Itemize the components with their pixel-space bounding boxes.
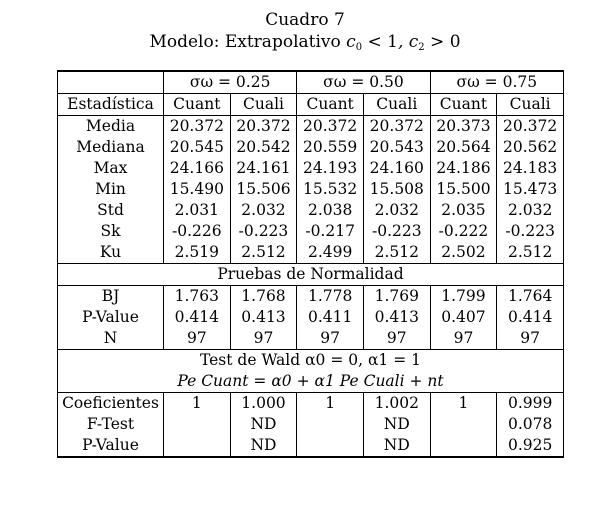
column-header: Cuali — [230, 94, 297, 116]
value-cell: 20.373 — [430, 116, 497, 138]
group-header: σω = 0.50 — [297, 71, 430, 94]
value-cell: 2.519 — [164, 242, 231, 264]
table-row — [58, 158, 564, 179]
value-cell: -0.222 — [430, 221, 497, 242]
value-cell: 15.532 — [297, 179, 364, 200]
table-row — [58, 286, 564, 308]
wald-section-title: Test de Wald α0 = 0, α1 = 1 — [58, 350, 564, 372]
table-row — [58, 179, 564, 200]
value-cell: -0.217 — [297, 221, 364, 242]
value-cell: 20.564 — [430, 137, 497, 158]
value-cell: 1.002 — [363, 393, 430, 415]
value-cell — [164, 435, 231, 457]
value-cell: 1.764 — [497, 286, 564, 308]
value-cell: 15.490 — [164, 179, 231, 200]
value-cell: 24.160 — [363, 158, 430, 179]
table-row — [58, 307, 564, 328]
value-cell: 0.925 — [497, 435, 564, 457]
value-cell: 1.000 — [230, 393, 297, 415]
row-label: Min — [58, 179, 164, 200]
value-cell: 2.512 — [230, 242, 297, 264]
value-cell: 97 — [430, 328, 497, 350]
table-row — [58, 116, 564, 138]
value-cell: 20.372 — [230, 116, 297, 138]
row-label: Sk — [58, 221, 164, 242]
value-cell: 97 — [164, 328, 231, 350]
row-label: Std — [58, 200, 164, 221]
row-label: P-Value — [58, 307, 164, 328]
section-title-row — [58, 264, 564, 286]
value-cell: 0.414 — [497, 307, 564, 328]
value-cell: -0.223 — [230, 221, 297, 242]
value-cell: 20.562 — [497, 137, 564, 158]
value-cell: -0.226 — [164, 221, 231, 242]
table-caption-subtitle — [0, 32, 610, 53]
value-cell: 2.038 — [297, 200, 364, 221]
column-header: Cuant — [164, 94, 231, 116]
value-cell: 20.559 — [297, 137, 364, 158]
row-label: Max — [58, 158, 164, 179]
table-row — [58, 242, 564, 264]
normality-body — [58, 286, 564, 350]
stats-body — [58, 116, 564, 264]
wald-formula: Pe Cuant = α0 + α1 Pe Cuali + nt — [58, 371, 564, 393]
table-row — [58, 221, 564, 242]
table-caption-title: Cuadro 7 — [265, 10, 345, 30]
value-cell: 15.508 — [363, 179, 430, 200]
value-cell: ND — [363, 414, 430, 435]
subtitle-condition: $c_0 < 1$, $c_2 > 0$ — [346, 32, 461, 53]
value-cell: 2.032 — [363, 200, 430, 221]
stat-header-label: Estadística — [58, 94, 164, 116]
value-cell: 97 — [363, 328, 430, 350]
table-row — [58, 328, 564, 350]
row-label: Mediana — [58, 137, 164, 158]
subtitle-prefix: Modelo: Extrapolativo — [149, 32, 347, 52]
row-label: BJ — [58, 286, 164, 308]
value-cell: 2.031 — [164, 200, 231, 221]
value-cell: 2.502 — [430, 242, 497, 264]
value-cell: 1.768 — [230, 286, 297, 308]
group-header: σω = 0.75 — [430, 71, 563, 94]
value-cell: 24.186 — [430, 158, 497, 179]
row-label: Coeficientes — [58, 393, 164, 415]
value-cell: ND — [363, 435, 430, 457]
column-header: Cuant — [297, 94, 364, 116]
column-header: Cuali — [497, 94, 564, 116]
value-cell — [297, 414, 364, 435]
value-cell: ND — [230, 435, 297, 457]
table-row — [58, 200, 564, 221]
value-cell: 0.413 — [363, 307, 430, 328]
row-label: Ku — [58, 242, 164, 264]
value-cell: 24.161 — [230, 158, 297, 179]
value-cell: 20.543 — [363, 137, 430, 158]
value-cell: 0.078 — [497, 414, 564, 435]
normality-section-title: Pruebas de Normalidad — [58, 264, 564, 286]
value-cell: 24.193 — [297, 158, 364, 179]
value-cell: 0.411 — [297, 307, 364, 328]
value-cell: 20.372 — [297, 116, 364, 138]
table-row — [58, 414, 564, 435]
value-cell: 0.407 — [430, 307, 497, 328]
value-cell: 0.414 — [164, 307, 231, 328]
results-table — [57, 70, 564, 458]
row-label: F-Test — [58, 414, 164, 435]
value-cell: 1 — [430, 393, 497, 415]
value-cell: 1.769 — [363, 286, 430, 308]
value-cell: 97 — [497, 328, 564, 350]
group-header: σω = 0.25 — [164, 71, 297, 94]
table-row — [58, 137, 564, 158]
value-cell: -0.223 — [363, 221, 430, 242]
formula-row — [58, 371, 564, 393]
column-header: Cuant — [430, 94, 497, 116]
row-label: P-Value — [58, 435, 164, 457]
value-cell: 20.372 — [497, 116, 564, 138]
value-cell: 1 — [297, 393, 364, 415]
value-cell: 15.506 — [230, 179, 297, 200]
table-row — [58, 435, 564, 457]
value-cell: 15.473 — [497, 179, 564, 200]
row-label: Media — [58, 116, 164, 138]
value-cell: 1.778 — [297, 286, 364, 308]
value-cell: 2.032 — [497, 200, 564, 221]
section-title-row — [58, 350, 564, 372]
value-cell: 24.166 — [164, 158, 231, 179]
value-cell: 20.372 — [363, 116, 430, 138]
value-cell: 2.035 — [430, 200, 497, 221]
value-cell: 1 — [164, 393, 231, 415]
value-cell: 20.542 — [230, 137, 297, 158]
row-label: N — [58, 328, 164, 350]
value-cell: 2.512 — [497, 242, 564, 264]
column-header: Cuali — [363, 94, 430, 116]
value-cell: 97 — [230, 328, 297, 350]
value-cell: 2.032 — [230, 200, 297, 221]
wald-body — [58, 393, 564, 458]
value-cell: 24.183 — [497, 158, 564, 179]
value-cell: 1.799 — [430, 286, 497, 308]
value-cell: 20.372 — [164, 116, 231, 138]
value-cell: 15.500 — [430, 179, 497, 200]
value-cell — [164, 414, 231, 435]
value-cell — [430, 435, 497, 457]
column-header-row — [58, 94, 564, 116]
value-cell — [297, 435, 364, 457]
group-header-row — [58, 71, 564, 94]
value-cell: -0.223 — [497, 221, 564, 242]
value-cell — [430, 414, 497, 435]
value-cell: ND — [230, 414, 297, 435]
value-cell: 2.512 — [363, 242, 430, 264]
value-cell: 2.499 — [297, 242, 364, 264]
value-cell: 1.763 — [164, 286, 231, 308]
empty-corner-cell — [58, 71, 164, 94]
value-cell: 97 — [297, 328, 364, 350]
value-cell: 0.999 — [497, 393, 564, 415]
value-cell: 20.545 — [164, 137, 231, 158]
value-cell: 0.413 — [230, 307, 297, 328]
table-row — [58, 393, 564, 415]
